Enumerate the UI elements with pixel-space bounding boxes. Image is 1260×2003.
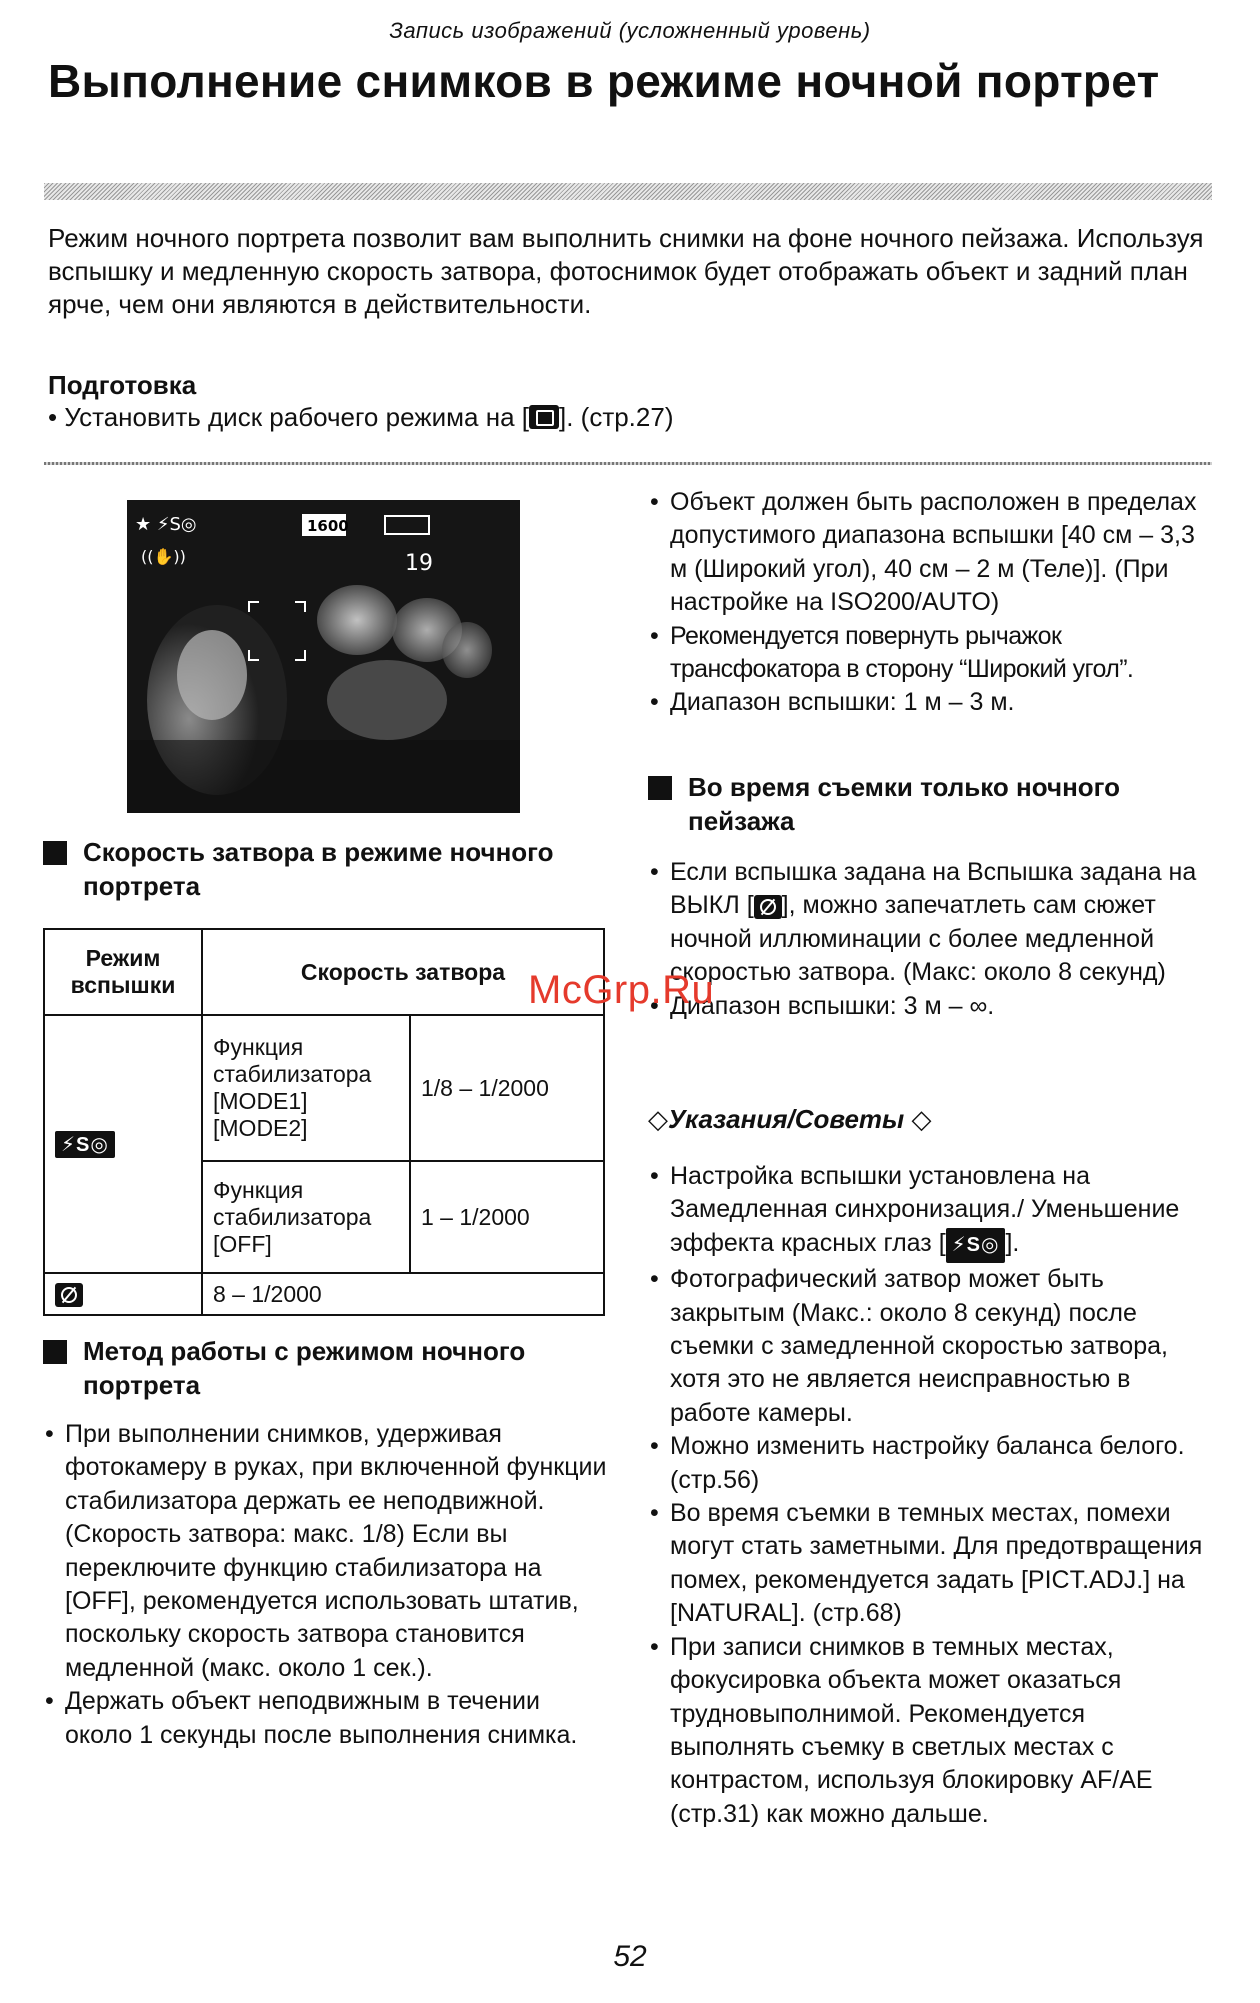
method-heading-text: Метод работы с режимом ночного портрета bbox=[83, 1336, 526, 1400]
section-marker bbox=[43, 1340, 67, 1364]
flash-mode-cell-off bbox=[44, 1273, 202, 1315]
list-item bbox=[648, 1160, 1213, 1263]
slow-sync-redeye-icon: ⚡S◎ bbox=[946, 1228, 1006, 1263]
section-marker bbox=[43, 841, 67, 865]
preparation-text-after: ]. (стр.27) bbox=[558, 402, 674, 432]
section-header: Запись изображений (усложненный уровень) bbox=[389, 18, 871, 43]
shutter-range-flash-off: 8 – 1/2000 bbox=[202, 1273, 604, 1315]
list-item: • Диапазон вспышки: 3 м – ∞. bbox=[648, 990, 1213, 1023]
flash-off-icon bbox=[55, 1283, 83, 1307]
list-item: • Можно изменить настройку баланса белого. (стр.56) bbox=[648, 1430, 1213, 1497]
tips-list bbox=[648, 1160, 1213, 1831]
tips-heading: ◇Указания/Советы ◇ bbox=[648, 1104, 932, 1134]
flash-mode-cell-slow-sync bbox=[44, 1015, 202, 1273]
night-scene-text-after: ], можно запечатлеть сам сюжет ночной иллюминации с более медленной скоростью затвора. (Макс: около 8 секунд) bbox=[670, 891, 1166, 987]
intro-paragraph: Режим ночного портрета позволит вам выполнить снимки на фоне ночного пейзажа. Используя вспышку и медленную скорость затвора, фотоснимок будет отображать объект и задний план ярче, чем они являются в действительности. bbox=[48, 223, 1204, 319]
tips-text-after: ]. bbox=[1005, 1228, 1020, 1257]
camera-screen-photo bbox=[127, 500, 520, 813]
page-title: Выполнение снимков в режиме ночной портрет bbox=[48, 55, 1160, 107]
col-flash-mode: Режим вспышки bbox=[44, 929, 202, 1015]
osd-iso-value: 1600 bbox=[307, 517, 349, 535]
slow-sync-redeye-icon: ⚡S◎ bbox=[55, 1131, 115, 1158]
preparation-heading: Подготовка bbox=[48, 370, 197, 400]
flash-off-icon bbox=[754, 895, 782, 919]
night-portrait-sample-image bbox=[127, 500, 520, 813]
stabilizer-mode-cell: Функция стабилизатора [MODE1] [MODE2] bbox=[202, 1015, 410, 1161]
list-item: • При выполнении снимков, удерживая фотокамеру в руках, при включенной функции стабилизатора держать ее неподвижной. (Скорость затвора: макс. 1/8) Если вы переключите функцию стабилизатора на [OFF], рекомендуется использовать штатив, поскольку скорость затвора становится медленной (макс. около 1 сек.). bbox=[43, 1418, 613, 1685]
stabilizer-off-cell: Функция стабилизатора [OFF] bbox=[202, 1161, 410, 1273]
tips-text-before: Настройка вспышки установлена на Замедленная синхронизация./ Уменьшение эффекта красных глаз [ bbox=[670, 1162, 1180, 1257]
title-divider bbox=[44, 183, 1212, 200]
preparation-text-before: • Установить диск рабочего режима на [ bbox=[48, 402, 529, 432]
list-item: • Во время съемки в темных местах, помехи могут стать заметными. Для предотвращения помех, рекомендуется задать [PICT.ADJ.] на [NATURAL]. (стр.68) bbox=[648, 1497, 1213, 1631]
watermark: McGrp.Ru bbox=[528, 968, 715, 1012]
flash-range-list bbox=[648, 486, 1213, 720]
night-scene-text-before: Если вспышка задана на Вспышка задана на ВЫКЛ [ bbox=[670, 858, 1197, 920]
section-marker bbox=[648, 776, 672, 800]
night-portrait-mode-icon bbox=[529, 405, 559, 429]
method-list bbox=[43, 1418, 613, 1752]
night-scene-list bbox=[648, 856, 1213, 1023]
shutter-range-off: 1 – 1/2000 bbox=[410, 1161, 604, 1273]
section-divider bbox=[44, 462, 1212, 465]
osd-mode-icons: ★ ⚡S◎ bbox=[135, 514, 197, 535]
list-item: • Рекомендуется повернуть рычажок трансфокатора в сторону “Широкий угол”. bbox=[648, 620, 1213, 687]
col-shutter-speed: Скорость затвора bbox=[202, 929, 604, 1015]
night-scene-heading bbox=[648, 770, 1208, 838]
night-scene-heading-text: Во время съемки только ночного пейзажа bbox=[688, 772, 1121, 836]
list-item: • При записи снимков в темных местах, фокусировка объекта может оказаться трудновыполнимой. Рекомендуется выполнять съемку в светлых местах с контрастом, используя блокировку AF/AE (стр.31) как можно дальше. bbox=[648, 1631, 1213, 1831]
list-item: • Диапазон вспышки: 1 м – 3 м. bbox=[648, 686, 1213, 719]
shutter-range-mode12: 1/8 – 1/2000 bbox=[410, 1015, 604, 1161]
shutter-speed-heading bbox=[43, 835, 603, 903]
list-item: • Объект должен быть расположен в пределах допустимого диапазона вспышки [40 см – 3,3 м (Широкий угол), 40 см – 2 м (Теле)]. (При настройке на ISO200/AUTO) bbox=[648, 486, 1213, 620]
shutter-speed-table bbox=[43, 928, 605, 1316]
osd-remaining-shots: 19 bbox=[405, 551, 433, 576]
shutter-speed-heading-text: Скорость затвора в режиме ночного портрета bbox=[83, 837, 554, 901]
page-number: 52 bbox=[613, 1940, 647, 1973]
list-item: • Держать объект неподвижным в течении около 1 секунды после выполнения снимка. bbox=[43, 1685, 613, 1752]
osd-stabilizer-icon: ((✋)) bbox=[141, 547, 186, 566]
preparation-bullet bbox=[48, 402, 673, 433]
list-item: • Фотографический затвор может быть закрытым (Макс.: около 8 секунд) после съемки с замедленной скоростью затвора, хотя это не является неисправностью в работе камеры. bbox=[648, 1263, 1213, 1430]
list-item bbox=[648, 856, 1213, 990]
method-heading bbox=[43, 1334, 603, 1402]
